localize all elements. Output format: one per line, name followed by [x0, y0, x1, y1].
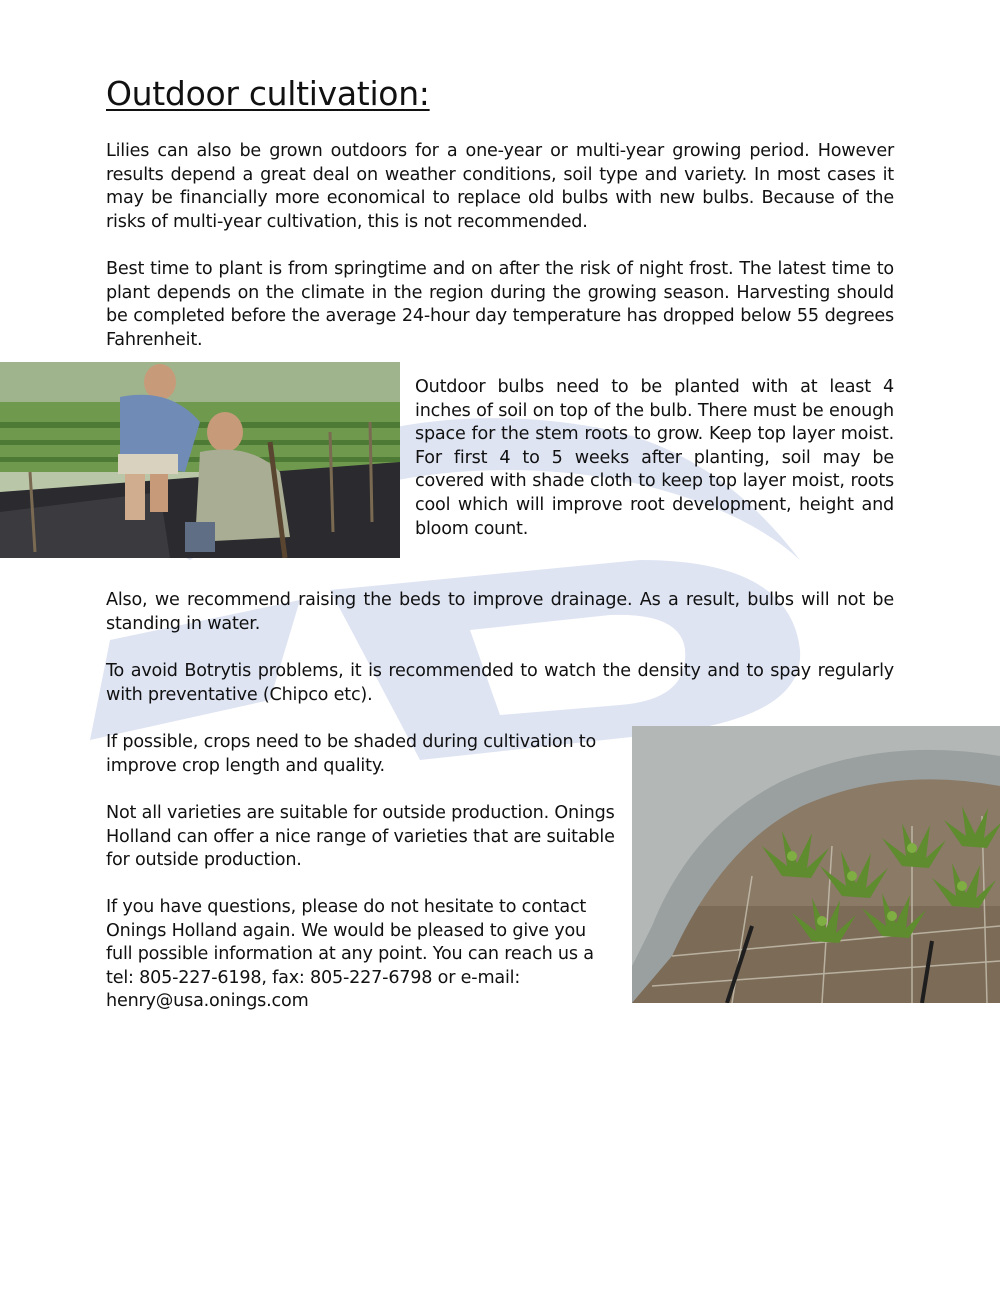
shade-cloth-seedlings-photo — [632, 726, 1000, 1003]
intro-paragraph: Lilies can also be grown outdoors for a one-year or multi-year growing period. However results depend a great deal on weather conditions, soil type and variety. In most cases it may be financially more economical to replace old bulbs with new bulbs. Because of the risks of multi-year cultivation, this is not recommended. — [106, 141, 894, 232]
field-planting-photo — [0, 362, 400, 558]
drainage-paragraph: Also, we recommend raising the beds to improve drainage. As a result, bulbs will not be standing in water. — [106, 590, 894, 634]
botrytis-paragraph: To avoid Botrytis problems, it is recommended to watch the density and to spay regularly with preventative (Chipco etc). — [106, 661, 894, 705]
planting-depth-paragraph: Outdoor bulbs need to be planted with at least 4 inches of soil on top of the bulb. There must be enough space for the stem roots to grow. Keep top layer moist. For first 4 to 5 weeks after planting, soil may be covered with shade cloth to keep top layer moist, roots cool which will improve root development, height and bloom count. — [415, 377, 894, 539]
planting-time-paragraph: Best time to plant is from springtime and on after the risk of night frost. The latest time to plant depends on the climate in the region during the growing season. Harvesting should be completed before the average 24-hour day temperature has dropped below 55 degrees Fahrenheit. — [106, 259, 894, 350]
contact-paragraph: If you have questions, please do not hesitate to contact Onings Holland again. We would be pleased to give you full possible information at any point. You can reach us a tel: 805-227-6198, fax: 805-227-6798 or e-mail: henry@usa.onings.com — [106, 897, 594, 1012]
page-title: Outdoor cultivation: — [106, 74, 430, 113]
shading-paragraph: If possible, crops need to be shaded during cultivation to improve crop length and quality. — [106, 732, 597, 776]
varieties-paragraph: Not all varieties are suitable for outside production. Onings Holland can offer a nice range of varieties that are suitable for outside production. — [106, 803, 615, 871]
